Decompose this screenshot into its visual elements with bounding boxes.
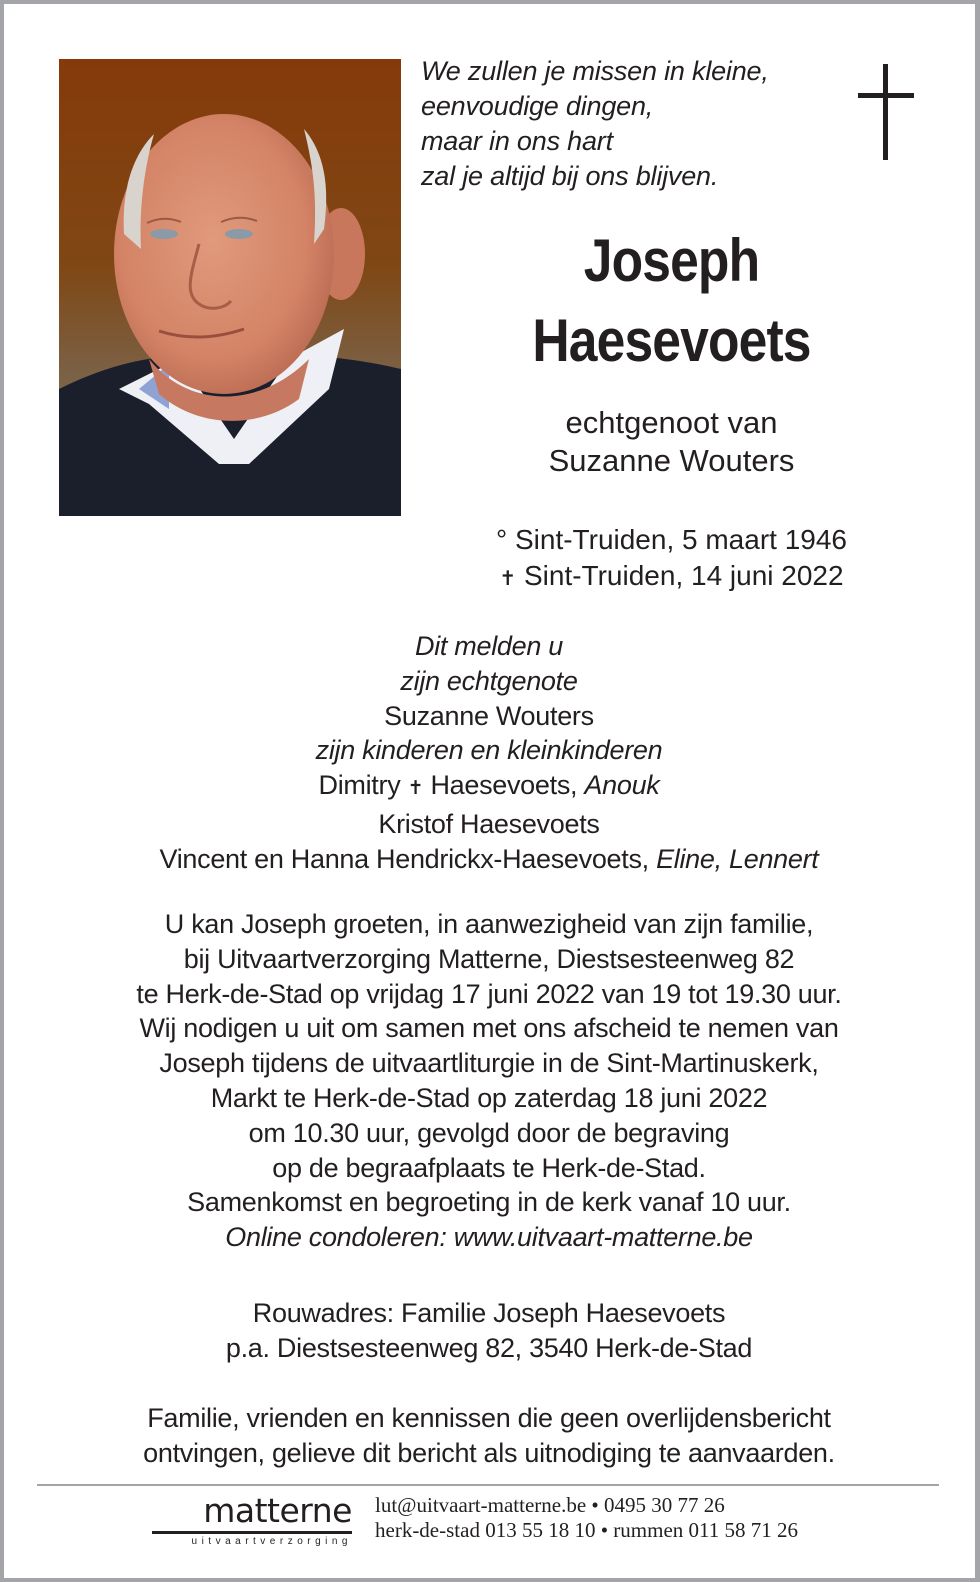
deceased-last-name: Haesevoets xyxy=(532,307,811,374)
deceased-first-name: Joseph xyxy=(583,227,760,294)
death-date-text: Sint-Truiden, 14 juni 2022 xyxy=(523,560,844,591)
child-name: Dimitry xyxy=(318,770,401,801)
visitation-line: Wij nodigen u uit om samen met ons afscheid te nemen van xyxy=(139,1013,839,1044)
notice-line: Familie, vrienden en kennissen die geen overlijdensbericht xyxy=(147,1403,831,1433)
grandchildren: Eline, Lennert xyxy=(656,843,819,874)
portrait-image xyxy=(59,59,401,516)
birth-date: ° Sint-Truiden, 5 maart 1946 xyxy=(496,524,847,555)
visitation-line: Joseph tijdens de uitvaartliturgie in de Sint-Martinuskerk, xyxy=(159,1048,819,1079)
spouse-name: Suzanne Wouters xyxy=(548,443,795,478)
announce-line: zijn kinderen en kleinkinderen xyxy=(315,735,663,766)
visitation-line: bij Uitvaartverzorging Matterne, Diestsesteenweg 82 xyxy=(183,943,795,974)
logo-subtitle: uitvaartverzorging xyxy=(191,1536,352,1547)
cross-icon xyxy=(858,64,914,160)
visitation-line: om 10.30 uur, gevolgd door de begraving xyxy=(248,1117,730,1148)
obituary-card xyxy=(4,4,975,1578)
visitation-line: op de begraafplaats te Herk-de-Stad. xyxy=(272,1152,706,1183)
poem-line: maar in ons hart xyxy=(421,126,613,156)
logo-underline xyxy=(152,1531,352,1534)
invitation-notice xyxy=(34,1401,944,1471)
announce-line: zijn echtgenote xyxy=(400,665,578,696)
child-entry xyxy=(34,768,944,807)
visitation-info xyxy=(34,907,944,1255)
small-cross-icon: ✝ xyxy=(499,568,517,590)
poem-line: We zullen je missen in kleine, xyxy=(421,56,769,86)
logo-word: matterne xyxy=(203,1491,352,1530)
visitation-line: Samenkomst en begroeting in de kerk vanaf 10 uur. xyxy=(187,1187,791,1218)
contact-info xyxy=(375,1493,798,1543)
portrait-photo xyxy=(59,59,401,516)
spouse-info xyxy=(404,404,939,480)
poem-line: zal je altijd bij ons blijven. xyxy=(421,161,719,191)
mourning-address xyxy=(34,1296,944,1366)
online-condolence-link[interactable]: Online condoleren: www.uitvaart-matterne.be xyxy=(225,1222,753,1253)
memorial-poem xyxy=(421,54,841,194)
poem-line: eenvoudige dingen, xyxy=(421,91,654,121)
footer-divider xyxy=(37,1484,939,1486)
child-rest: Haesevoets, xyxy=(430,770,585,801)
death-date xyxy=(404,558,939,597)
address-line: Rouwadres: Familie Joseph Haesevoets xyxy=(252,1298,726,1328)
child-entry xyxy=(34,842,944,877)
announcement xyxy=(34,629,944,877)
address-line: p.a. Diestsesteenweg 82, 3540 Herk-de-Stad xyxy=(225,1332,753,1363)
child-entry xyxy=(34,807,944,842)
visitation-line: U kan Joseph groeten, in aanwezigheid van zijn familie, xyxy=(164,909,814,939)
matterne-logo xyxy=(152,1491,352,1551)
contact-line-email-phone[interactable]: lut@uitvaart-matterne.be • 0495 30 77 26 xyxy=(375,1493,725,1517)
visitation-line: Markt te Herk-de-Stad op zaterdag 18 juni 2022 xyxy=(210,1082,768,1113)
life-dates xyxy=(404,522,939,597)
announce-line: Dit melden u xyxy=(415,631,563,661)
child-name: Kristof Haesevoets xyxy=(378,808,600,839)
child-name: Vincent en Hanna Hendrickx-Haesevoets, xyxy=(159,843,657,874)
relation-label: echtgenoot van xyxy=(565,405,778,440)
small-cross-icon: ✝ xyxy=(407,778,424,800)
notice-line: ontvingen, gelieve dit bericht als uitnodiging te aanvaarden. xyxy=(143,1437,835,1468)
announce-line: Suzanne Wouters xyxy=(384,700,594,731)
grandchildren: Anouk xyxy=(584,770,660,801)
visitation-line: te Herk-de-Stad op vrijdag 17 juni 2022 van 19 tot 19.30 uur. xyxy=(136,978,842,1009)
contact-line-phones[interactable]: herk-de-stad 013 55 18 10 • rummen 011 58 71 26 xyxy=(375,1518,799,1542)
